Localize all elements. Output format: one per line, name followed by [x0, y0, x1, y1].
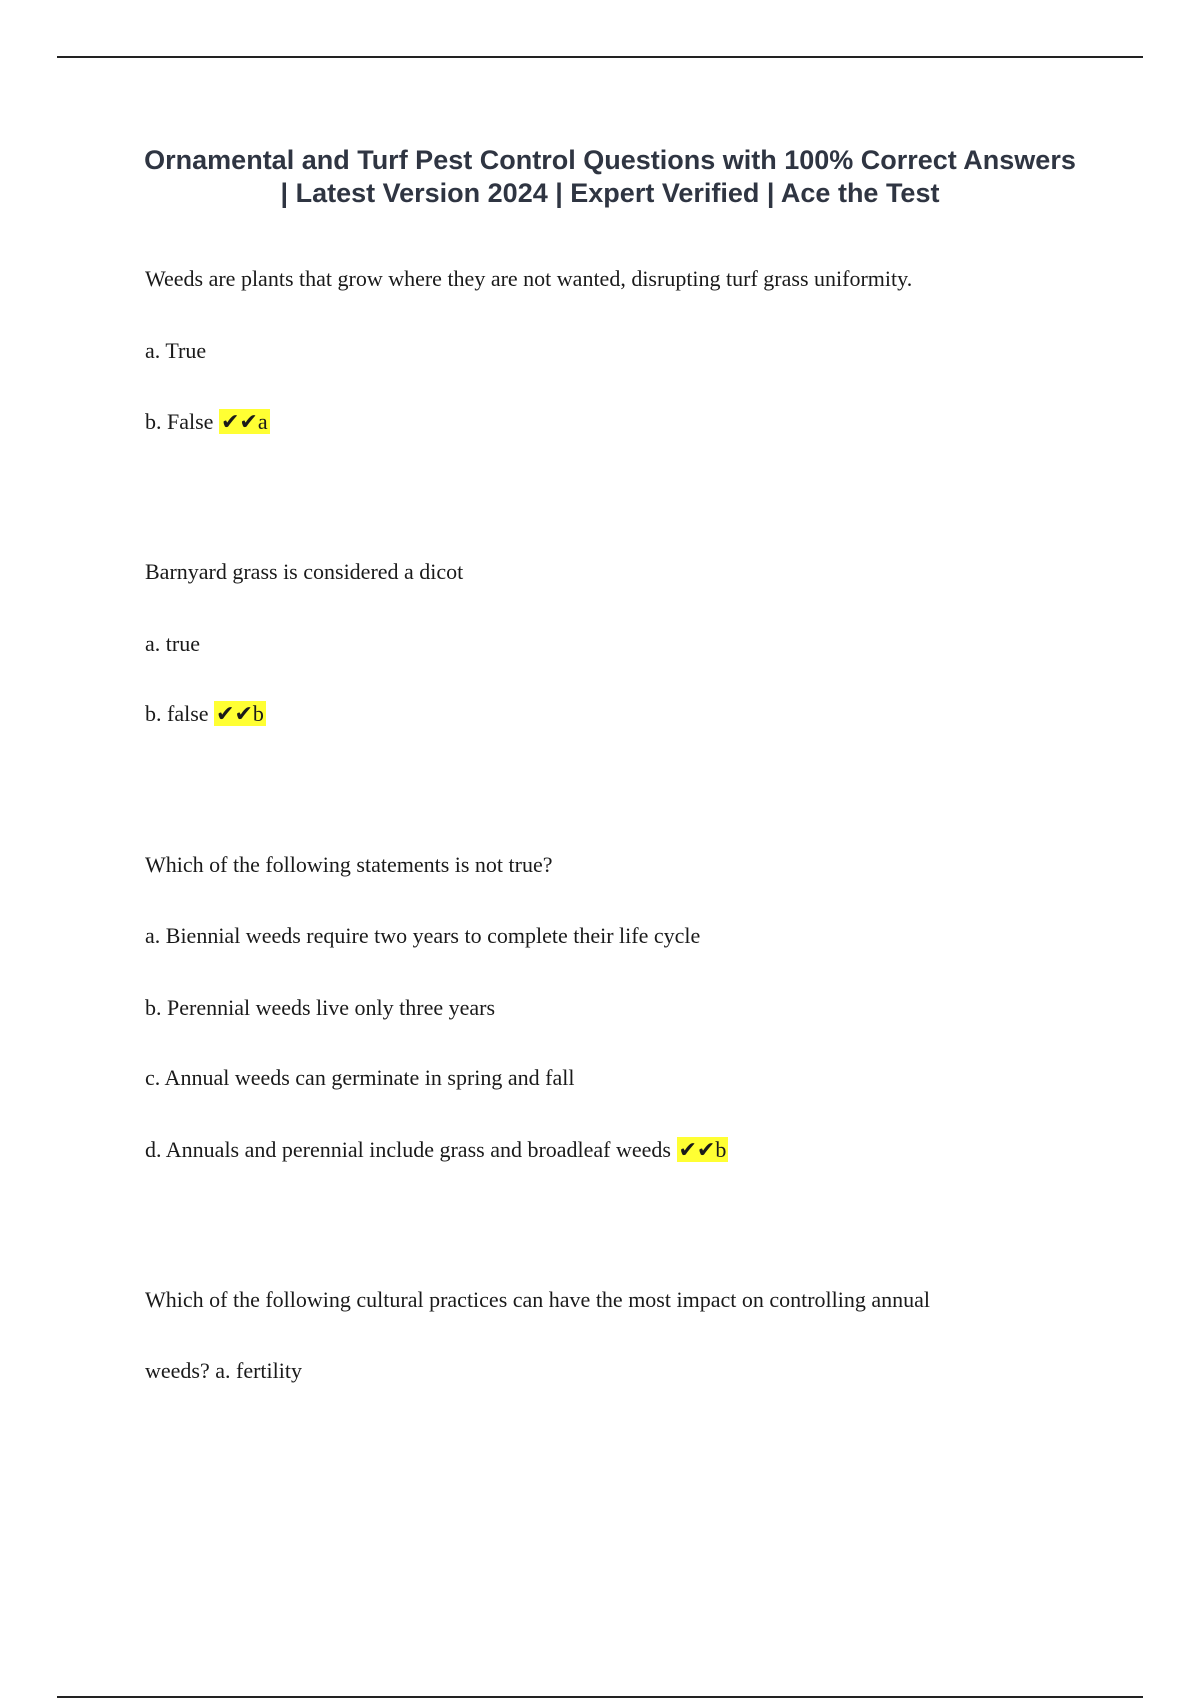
question-2-option-b-label: b. false	[145, 701, 209, 726]
question-3-text: Which of the following statements is not true?	[145, 852, 553, 877]
document-title: Ornamental and Turf Pest Control Questions with 100% Correct Answers | Latest Version 2024 | Expert Verified | Ace the Test	[144, 145, 1076, 208]
question-4-text-line-2: weeds? a. fertility	[145, 1358, 302, 1383]
question-2-answer-mark: ✔✔b	[216, 701, 264, 726]
question-1-option-b-label: b. False	[145, 409, 214, 434]
question-1-option-a: a. True	[145, 338, 207, 363]
question-3-option-d-label: d. Annuals and perennial include grass and broadleaf weeds	[145, 1137, 671, 1162]
question-3-option-c: c. Annual weeds can germinate in spring and fall	[145, 1065, 575, 1090]
top-divider	[57, 56, 1143, 58]
question-3-answer-mark: ✔✔b	[678, 1137, 727, 1162]
question-3-option-d	[145, 1136, 728, 1164]
question-2-option-a: a. true	[145, 631, 200, 656]
question-3-option-a: a. Biennial weeds require two years to complete their life cycle	[145, 923, 701, 948]
question-1-option-b	[145, 408, 270, 436]
question-4-text-line-1: Which of the following cultural practices can have the most impact on controlling annual	[145, 1287, 931, 1312]
question-3-option-b: b. Perennial weeds live only three years	[145, 995, 496, 1020]
question-1-answer-mark: ✔✔a	[220, 409, 268, 434]
bottom-divider	[57, 1696, 1143, 1698]
question-2-text: Barnyard grass is considered a dicot	[145, 559, 464, 584]
question-2-option-b	[145, 700, 266, 728]
question-1-text: Weeds are plants that grow where they are not wanted, disrupting turf grass uniformity.	[145, 266, 913, 291]
